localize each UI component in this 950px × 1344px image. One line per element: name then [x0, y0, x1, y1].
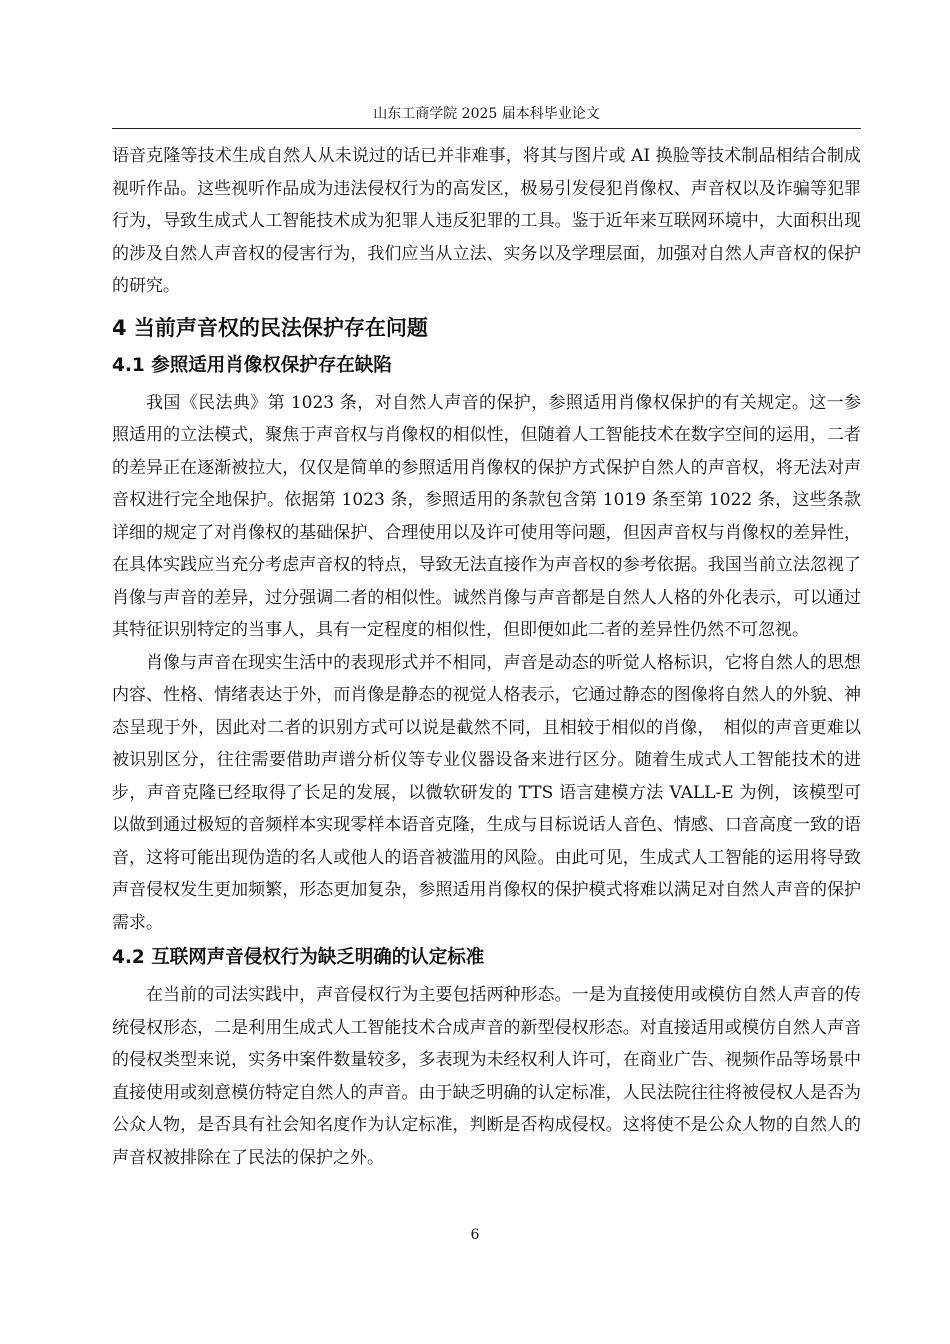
page-body [112, 140, 861, 1174]
subsection-heading-4-1: 4.1 参照适用肖像权保护存在缺陷 [112, 354, 392, 376]
page-header [112, 104, 861, 129]
section-heading-4: 4 当前声音权的民法保护存在问题 [112, 315, 428, 340]
page-number: 6 [470, 1227, 480, 1243]
paragraph-continued: 语音克隆等技术生成自然人从未说过的话已并非难事，将其与图片或 AI 换脸等技术制品相结合制成视听作品。这些视听作品成为违法侵权行为的高发区，极易引发侵犯肖像权、声音权以及诈骗等犯罪行为，导致生成式人工智能技术成为犯罪人违反犯罪的工具。鉴于近年来互联网环境中，大面积出现的涉及自然人声音权的侵害行为，我们应当从立法、实务以及学理层面，加强对自然人声音权的保护的研究。 [112, 146, 861, 296]
paragraph: 肖像与声音在现实生活中的表现形式并不相同，声音是动态的听觉人格标识，它将自然人的思想内容、性格、情绪表达于外，而肖像是静态的视觉人格表示，它通过静态的图像将自然人的外貌、神态呈现于外，因此对二者的识别方式可以说是截然不同，且相较于相似的肖像， 相似的声音更难以被识别区分，往往需要借助声谱分析仪等专业仪器设备来进行区分。随着生成式人工智能技术的进步，声音克隆已经取得了长足的发展，以微软研发的 TTS 语言建模方法 VALL-E 为例，该模型可以做到通过极短的音频样本实现零样本语音克隆，生成与目标说话人音色、情感、口音高度一致的语音，这将可能出现伪造的名人或他人的语音被滥用的风险。由此可见，生成式人工智能的运用将导致声音侵权发生更加频繁，形态更加复杂，参照适用肖像权的保护模式将难以满足对自然人声音的保护需求。 [112, 652, 861, 933]
subsection-heading-4-2: 4.2 互联网声音侵权行为缺乏明确的认定标准 [112, 947, 485, 968]
paragraph: 在当前的司法实践中，声音侵权行为主要包括两种形态。一是为直接使用或模仿自然人声音的传统侵权形态，二是利用生成式人工智能技术合成声音的新型侵权形态。对直接适用或模仿自然人声音的侵权类型来说，实务中案件数量较多，多表现为未经权利人许可，在商业广告、视频作品等场景中直接使用或刻意模仿特定自然人的声音。由于缺乏明确的认定标准，人民法院往往将被侵权人是否为公众人物，是否具有社会知名度作为认定标准，判断是否构成侵权。这将使不是公众人物的自然人的声音权被排除在了民法的保护之外。 [112, 985, 861, 1168]
paragraph: 我国《民法典》第 1023 条，对自然人声音的保护，参照适用肖像权保护的有关规定。这一参照适用的立法模式，聚焦于声音权与肖像权的相似性，但随着人工智能技术在数字空间的运用，二者的差异正在逐渐被拉大，仅仅是简单的参照适用肖像权的保护方式保护自然人的声音权，将无法对声音权进行完全地保护。依据第 1023 条，参照适用的条款包含第 1019 条至第 1022 条，这些条款详细的规定了对肖像权的基础保护、合理使用以及许可使用等问题，但因声音权与肖像权的差异性，在具体实践应当充分考虑声音权的特点，导致无法直接作为声音权的参考依据。我国当前立法忽视了肖像与声音的差异，过分强调二者的相似性。诚然肖像与声音都是自然人人格的外化表示，可以通过其特征识别特定的当事人，具有一定程度的相似性，但即便如此二者的差异性仍然不可忽视。 [112, 392, 861, 640]
header-title: 山东工商学院 2025 届本科毕业论文 [373, 106, 600, 122]
